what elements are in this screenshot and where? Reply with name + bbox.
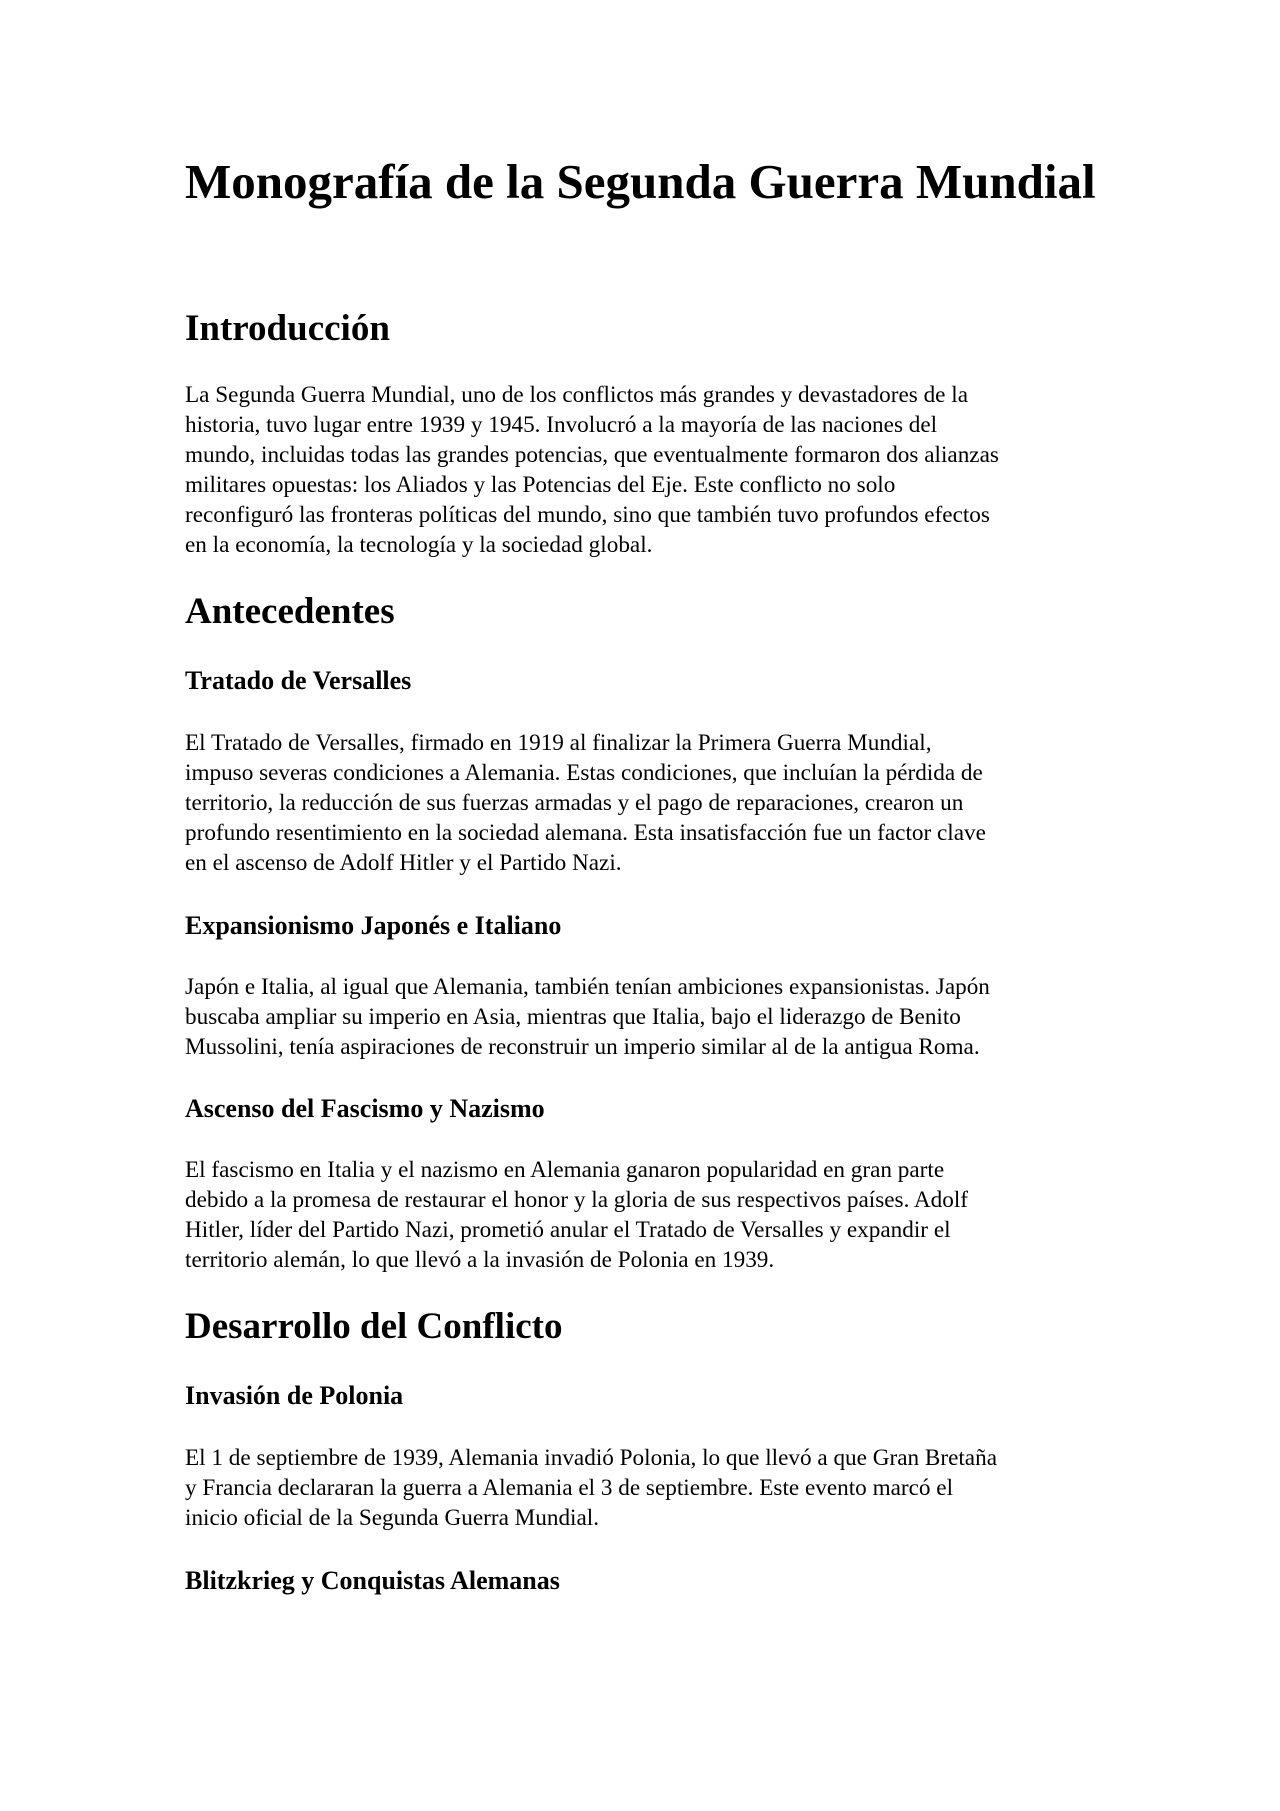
paragraph-line: mundo, incluidas todas las grandes potencias, que eventualmente formaron dos alianzas (185, 442, 999, 468)
paragraph-line: militares opuestas: los Aliados y las Potencias del Eje. Este conflicto no solo (185, 472, 896, 498)
paragraph-line: El 1 de septiembre de 1939, Alemania invadió Polonia, lo que llevó a que Gran Bretaña (185, 1445, 997, 1471)
paragraph-invasion-polonia (185, 1443, 1105, 1533)
paragraph-line: profundo resentimiento en la sociedad alemana. Esta insatisfacción fue un factor clave (185, 820, 986, 846)
paragraph-line: Mussolini, tenía aspiraciones de reconstruir un imperio similar al de la antigua Roma. (185, 1034, 980, 1060)
heading-introduccion: Introducción (185, 308, 390, 349)
paragraph-line: historia, tuvo lugar entre 1939 y 1945. Involucró a la mayoría de las naciones del (185, 412, 938, 438)
paragraph-fascismo-nazismo (185, 1155, 1105, 1275)
paragraph-line: El fascismo en Italia y el nazismo en Alemania ganaron popularidad en gran parte (185, 1157, 945, 1183)
paragraph-line: y Francia declararan la guerra a Alemania el 3 de septiembre. Este evento marcó el (185, 1475, 954, 1501)
paragraph-line: inicio oficial de la Segunda Guerra Mundial. (185, 1505, 600, 1531)
subheading-fascismo-nazismo: Ascenso del Fascismo y Nazismo (185, 1094, 545, 1123)
paragraph-line: impuso severas condiciones a Alemania. Estas condiciones, que incluían la pérdida de (185, 760, 983, 786)
subheading-tratado-versalles: Tratado de Versalles (185, 666, 412, 695)
subheading-expansionismo: Expansionismo Japonés e Italiano (185, 911, 562, 940)
paragraph-line: reconfiguró las fronteras políticas del mundo, sino que también tuvo profundos efectos (185, 502, 990, 528)
paragraph-expansionismo (185, 972, 1105, 1062)
paragraph-line: Japón e Italia, al igual que Alemania, también tenían ambiciones expansionistas. Japón (185, 974, 990, 1000)
paragraph-line: territorio, la reducción de sus fuerzas armadas y el pago de reparaciones, crearon un (185, 790, 964, 816)
paragraph-line: debido a la promesa de restaurar el honor y la gloria de sus respectivos países. Adolf (185, 1187, 968, 1213)
paragraph-tratado-versalles (185, 728, 1105, 878)
paragraph-line: territorio alemán, lo que llevó a la invasión de Polonia en 1939. (185, 1247, 775, 1273)
paragraph-line: buscaba ampliar su imperio en Asia, mientras que Italia, bajo el liderazgo de Benito (185, 1004, 961, 1030)
paragraph-line: La Segunda Guerra Mundial, uno de los conflictos más grandes y devastadores de la (185, 382, 968, 408)
document-title: Monografía de la Segunda Guerra Mundial (185, 154, 1096, 209)
paragraph-line: en el ascenso de Adolf Hitler y el Partido Nazi. (185, 850, 622, 876)
paragraph-line: en la economía, la tecnología y la sociedad global. (185, 532, 653, 558)
heading-antecedentes: Antecedentes (185, 591, 395, 632)
subheading-invasion-polonia: Invasión de Polonia (185, 1381, 404, 1410)
paragraph-line: El Tratado de Versalles, firmado en 1919 al finalizar la Primera Guerra Mundial, (185, 730, 932, 756)
paragraph-introduccion (185, 380, 1105, 560)
paragraph-line: Hitler, líder del Partido Nazi, prometió anular el Tratado de Versalles y expandir el (185, 1217, 951, 1243)
subheading-blitzkrieg: Blitzkrieg y Conquistas Alemanas (185, 1566, 560, 1595)
heading-desarrollo: Desarrollo del Conflicto (185, 1306, 563, 1347)
